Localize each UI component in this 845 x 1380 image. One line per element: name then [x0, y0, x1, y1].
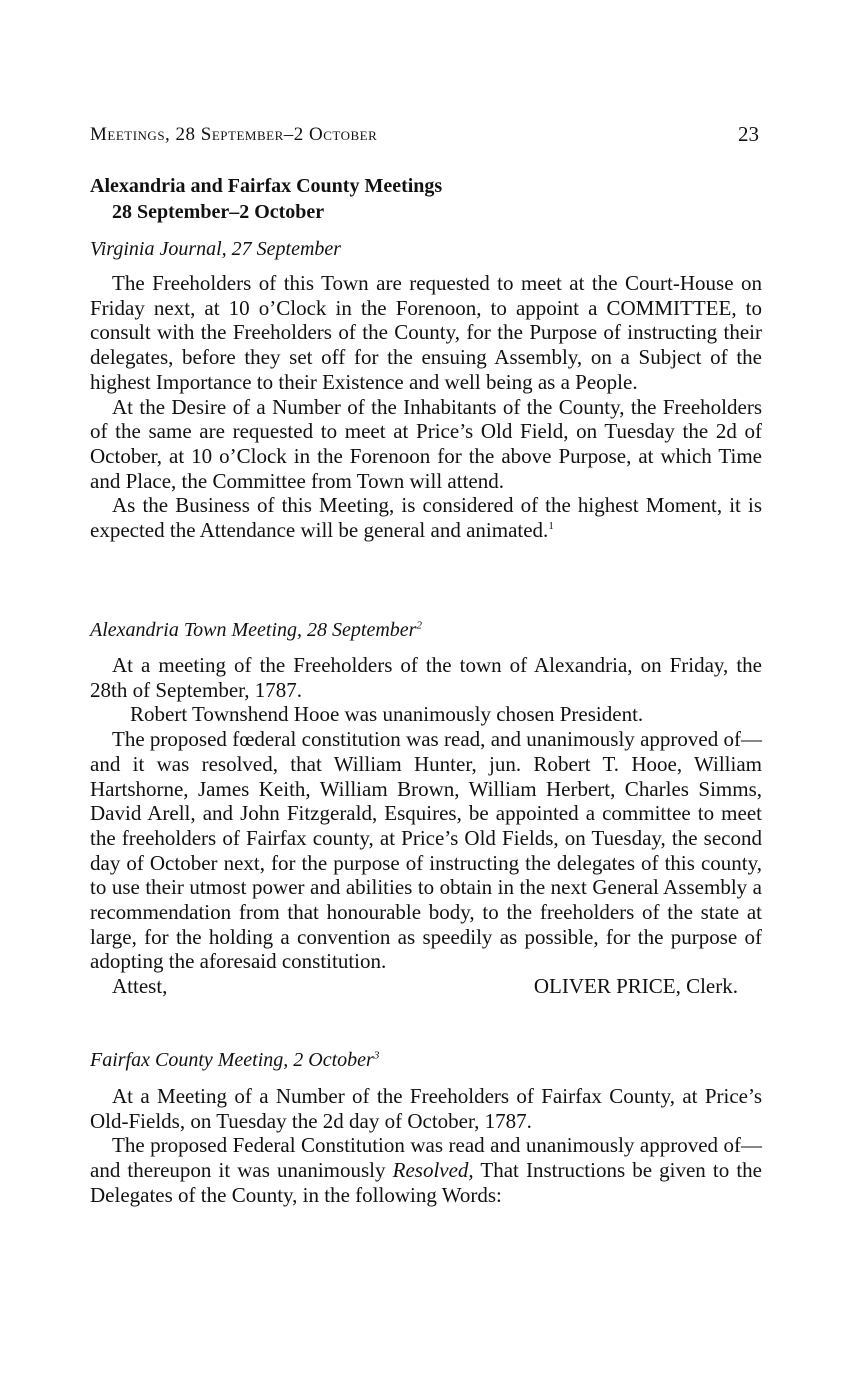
- paragraph: At the Desire of a Number of the Inhabitants of the County, the Freeholders of the same are requested to meet at Price’s Old Field, on Tuesday the 2d of October, at 10 o’Clock in the Forenoon for the above Purpose, at which Time and Place, the Committee from Town will attend.: [90, 394, 762, 493]
- section-heading-text: Alexandria Town Meeting, 28 September: [90, 619, 417, 641]
- footnote-ref: 1: [548, 520, 554, 533]
- paragraph: [90, 1133, 762, 1207]
- resolved-italic: Resolved,: [392, 1158, 474, 1183]
- footnote-ref: 2: [416, 619, 422, 632]
- section-alexandria-town-meeting: [90, 618, 762, 999]
- section-virginia-journal: [90, 237, 762, 543]
- attest-signer: OLIVER PRICE, Clerk.: [533, 974, 738, 999]
- section-heading: [90, 237, 762, 261]
- paragraph: At a Meeting of a Number of the Freeholders of Fairfax County, at Price’s Old-Fields, on Tuesday the 2d day of October, 1787.: [90, 1084, 762, 1133]
- running-head: Meetings, 28 September–2 October: [90, 124, 378, 145]
- title-line-1: Alexandria and Fairfax County Meetings: [90, 175, 443, 197]
- footnote-ref: 3: [373, 1049, 380, 1062]
- page-number: 23: [738, 122, 759, 146]
- section-fairfax-county-meeting: [90, 1048, 762, 1208]
- attest-line: [90, 974, 762, 999]
- paragraph: [90, 493, 762, 542]
- attest-label: Attest,: [112, 974, 168, 999]
- article-title: [90, 173, 762, 225]
- section-heading-text: Virginia Journal, 27 September: [90, 238, 342, 260]
- title-line-2: 28 September–2 October: [112, 201, 325, 223]
- paragraph-text: As the Business of this Meeting, is considered of the highest Moment, it is expected the Attendance will be general and animated.: [90, 493, 762, 543]
- section-heading: [90, 618, 762, 642]
- section-heading-text: Fairfax County Meeting, 2 October: [90, 1049, 374, 1071]
- section-heading: [90, 1048, 762, 1072]
- paragraph: Robert Townshend Hooe was unanimously chosen President.: [130, 702, 644, 727]
- paragraph: At a meeting of the Freeholders of the town of Alexandria, on Friday, the 28th of September, 1787.: [90, 653, 762, 702]
- paragraph-text: That Instructions be given to the Delegates of the County, in the following Words:: [90, 1158, 762, 1207]
- paragraph: The Freeholders of this Town are requested to meet at the Court-House on Friday next, at 10 o’Clock in the Forenoon, to appoint a COMMITTEE, to consult with the Freeholders of the County, for the Purpose of instructing their delegates, before they set off for the ensuing Assembly, on a Subject of the highest Importance to their Existence and well being as a People.: [90, 271, 762, 394]
- paragraph-text: The proposed Federal Constitution was read and unanimously approved of—and thereupon it was unanimously: [90, 1133, 762, 1183]
- paragraph: The proposed fœderal constitution was read, and unanimously approved of—and it was resolved, that William Hunter, jun. Robert T. Hooe, William Hartshorne, James Keith, William Brown, William Herbert, Charles Simms, David Arell, and John Fitzgerald, Esquires, be appointed a committee to meet the freeholders of Fairfax county, at Price’s Old Fields, on Tuesday, the second day of October next, for the purpose of instructing the delegates of this county, to use their utmost power and abilities to obtain in the next General Assembly a recommendation from that honourable body, to the freeholders of the state at large, for the holding a convention as speedily as possible, for the purpose of adopting the aforesaid constitution.: [90, 727, 762, 974]
